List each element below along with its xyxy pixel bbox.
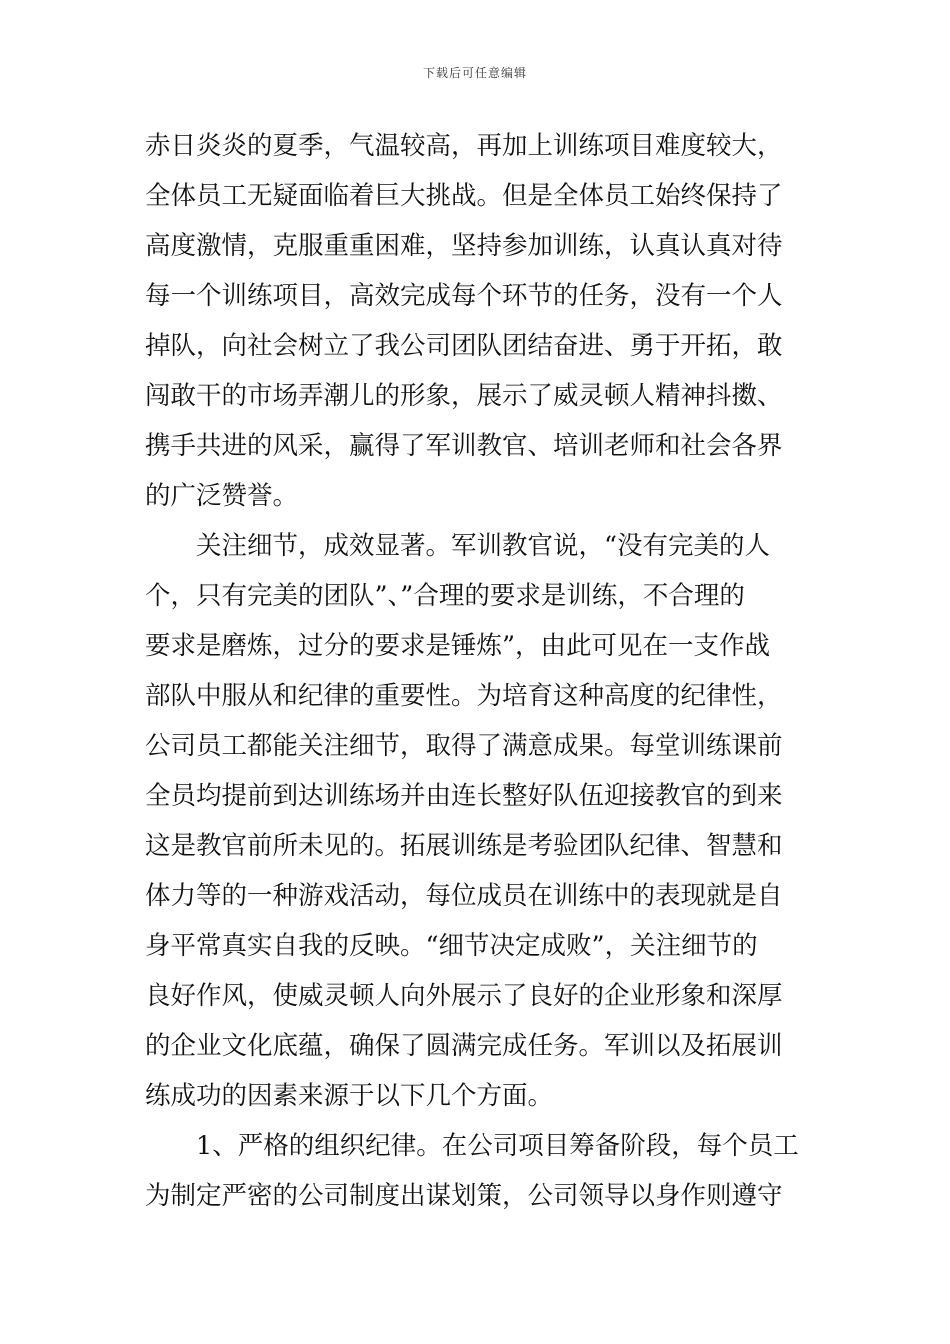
- text-line: 个，只有完美的团队”、”合理的要求是训练，不合理的: [145, 581, 745, 611]
- text-line: 的广泛赞誉。: [145, 481, 299, 511]
- text-line: 掉队，向社会树立了我公司团队团结奋进、勇于开拓，敢: [145, 331, 783, 361]
- text-line: 公司员工都能关注细节，取得了满意成果。每堂训练课前: [145, 731, 783, 761]
- text-line: 体力等的一种游戏活动，每位成员在训练中的表现就是自: [145, 881, 783, 911]
- text-line: 部队中服从和纪律的重要性。为培育这种高度的纪律性，: [145, 681, 783, 711]
- text-line: 赤日炎炎的夏季，气温较高，再加上训练项目难度较大，: [145, 131, 783, 161]
- text-line: 携手共进的风采，赢得了军训教官、培训老师和社会各界: [145, 431, 783, 461]
- text-line: 为制定严密的公司制度出谋划策，公司领导以身作则遵守: [145, 1181, 783, 1211]
- text-line: 的企业文化底蕴，确保了圆满完成任务。军训以及拓展训: [145, 1031, 783, 1061]
- body-text: [145, 121, 815, 1221]
- text-line: 良好作风，使威灵顿人向外展示了良好的企业形象和深厚: [145, 981, 783, 1011]
- text-line: 1、严格的组织纪律。在公司项目筹备阶段，每个员工: [145, 1131, 799, 1161]
- text-line: 全体员工无疑面临着巨大挑战。但是全体员工始终保持了: [145, 181, 783, 211]
- text-line: 全员均提前到达训练场并由连长整好队伍迎接教官的到来: [145, 781, 783, 811]
- text-line: 要求是磨炼，过分的要求是锤炼”，由此可见在一支作战: [145, 631, 771, 661]
- text-line: 闯敢干的市场弄潮儿的形象，展示了威灵顿人精神抖擞、: [145, 381, 783, 411]
- text-line: 这是教官前所未见的。拓展训练是考验团队纪律、智慧和: [145, 831, 783, 861]
- text-line: 高度激情，克服重重困难，坚持参加训练，认真认真对待: [145, 231, 783, 261]
- text-line: 关注细节，成效显著。军训教官说，“没有完美的人: [145, 531, 771, 561]
- text-line: 身平常真实自我的反映。“细节决定成败”，关注细节的: [145, 931, 758, 961]
- page-header: 下载后可任意编辑: [422, 66, 527, 80]
- text-line: 练成功的因素来源于以下几个方面。: [145, 1081, 554, 1111]
- text-line: 每一个训练项目，高效完成每个环节的任务，没有一个人: [145, 281, 783, 311]
